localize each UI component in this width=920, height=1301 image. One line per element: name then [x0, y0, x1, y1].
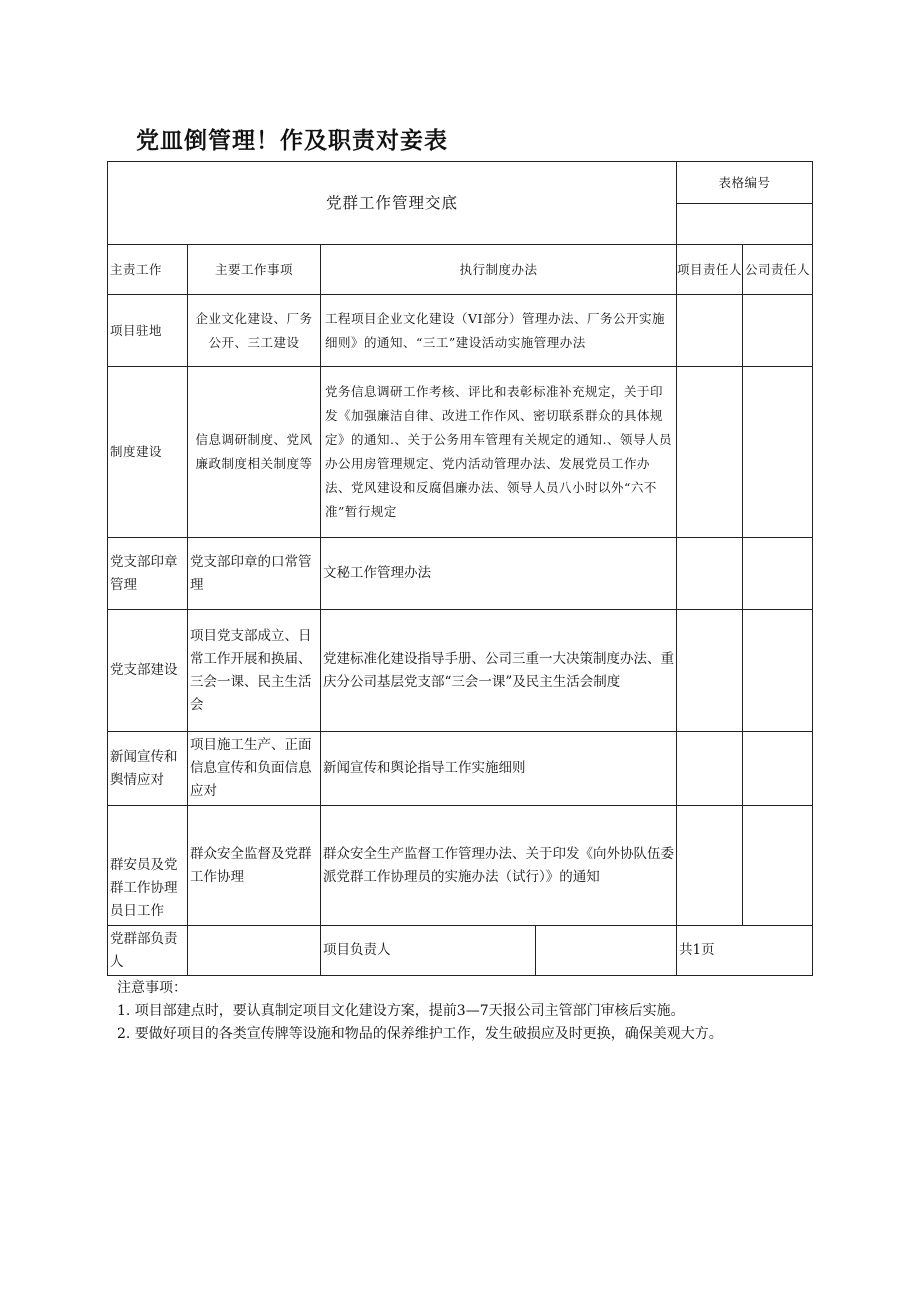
table-row-2-company-person[interactable] [742, 366, 813, 538]
form-number-label: 表格编号 [676, 161, 813, 204]
table-row-5-policy: 新闻宣传和舆论指导工作实施细则 [320, 731, 677, 806]
table-row-4-items: 项目党支部成立、日常工作开展和换届、三会一课、民主生活会 [187, 609, 321, 732]
main-title-cell: 党群工作管理交底 [107, 161, 677, 245]
table-row-2-policy: 党务信息调研工作考核、评比和表彰标准补充规定，关于印发《加强廉洁自律、改进工作作风、密切联系群众的具体规定》的通知.、关于公务用车管理有关规定的通知.、领导人员办公用房管理规定、党内活动管理办法、发展党员工作办法、党风建设和反腐倡廉办法、领导人员八小时以外“六不准”暂行规定 [320, 366, 677, 538]
table-row-1-items: 企业文化建设、厂务公开、三工建设 [187, 294, 321, 367]
note-item-1: 1. 项目部建点时，要认真制定项目文化建设方案，提前3—7天报公司主管部门审核后实施。 [117, 1003, 685, 1019]
footer-leader-value[interactable] [187, 925, 321, 976]
table-row-1-company-person[interactable] [742, 294, 813, 367]
table-row-3-company-person[interactable] [742, 537, 813, 610]
footer-leader-label: 党群部负责人 [107, 925, 188, 976]
table-row-1-duty: 项目驻地 [107, 294, 188, 367]
note-item-2: 2. 要做好项目的各类宣传牌等设施和物品的保养维护工作，发生破损应及时更换，确保美观大方。 [117, 1026, 723, 1042]
footer-project-leader-value[interactable] [535, 925, 677, 976]
footer-page-count: 共1页 [676, 925, 813, 976]
document-title: 党皿倒管理！作及职责对妾表 [136, 128, 448, 154]
col-header-items: 主要工作事项 [187, 244, 321, 295]
table-row-5-duty: 新闻宣传和舆情应对 [107, 731, 188, 806]
table-row-3-items: 党支部印章的口常管理 [187, 537, 321, 610]
table-row-2-items: 信息调研制度、党风廉政制度相关制度等 [187, 366, 321, 538]
table-row-1-project-person[interactable] [676, 294, 743, 367]
col-header-project-person: 项目责任人 [676, 244, 743, 295]
table-row-1-policy: 工程项目企业文化建设（VI部分）管理办法、厂务公开实施细则》的通知、“三工”建设活动实施管理办法 [320, 294, 677, 367]
table-row-4-policy: 党建标准化建设指导手册、公司三重一大决策制度办法、重庆分公司基层党支部“三会一课”及民主生活会制度 [320, 609, 677, 732]
table-row-4-company-person[interactable] [742, 609, 813, 732]
table-row-6-project-person[interactable] [676, 805, 743, 926]
table-row-2-duty: 制度建设 [107, 366, 188, 538]
table-row-5-items: 项目施工生产、正面信息宣传和负面信息应对 [187, 731, 321, 806]
table-row-3-policy: 文秘工作管理办法 [320, 537, 677, 610]
table-row-4-project-person[interactable] [676, 609, 743, 732]
table-row-6-items: 群众安全监督及党群工作协理 [187, 805, 321, 926]
col-header-duty: 主责工作 [107, 244, 188, 295]
col-header-policy: 执行制度办法 [320, 244, 677, 295]
table-row-3-duty: 党支部印章管理 [107, 537, 188, 610]
table-row-6-company-person[interactable] [742, 805, 813, 926]
responsibility-table [107, 161, 813, 976]
table-row-2-project-person[interactable] [676, 366, 743, 538]
table-row-3-project-person[interactable] [676, 537, 743, 610]
table-row-5-company-person[interactable] [742, 731, 813, 806]
col-header-company-person: 公司责任人 [742, 244, 813, 295]
table-row-6-policy: 群众安全生产监督工作管理办法、关于印发《向外协队伍委派党群工作协理员的实施办法（试行）》的通知 [320, 805, 677, 926]
notes-section [117, 977, 723, 1046]
form-number-value[interactable] [676, 203, 813, 245]
table-row-5-project-person[interactable] [676, 731, 743, 806]
footer-project-leader-label: 项目负责人 [320, 925, 536, 976]
table-row-4-duty: 党支部建设 [107, 609, 188, 732]
notes-heading: 注意事项： [117, 980, 187, 996]
table-row-6-duty: 群安员及党群工作协理员日工作 [107, 805, 188, 926]
